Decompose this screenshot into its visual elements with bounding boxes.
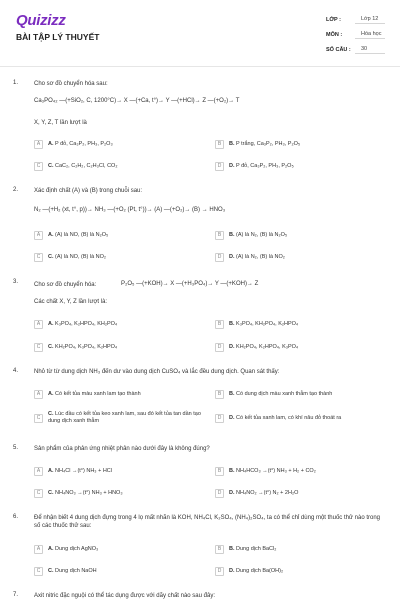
option-key: C.	[48, 489, 54, 496]
option-c[interactable]	[34, 486, 204, 500]
option-key: B.	[229, 390, 235, 397]
option-b[interactable]	[215, 387, 390, 401]
option-key: C.	[48, 253, 54, 260]
question-number: 2.	[13, 187, 19, 193]
question-text: Để nhận biết 4 dung dịch đựng trong 4 lọ mất nhãn là KOH, NH₄Cl, K₂SO₄, (NH₄)₂SO₄, ta có thể chỉ dùng một thuốc thử nào trong số các thuốc thử sau:	[34, 515, 380, 529]
option-key: B.	[229, 320, 235, 327]
option-text: KH₂PO₄, K₂HPO₄, K₃PO₄	[236, 343, 299, 350]
option-d[interactable]	[215, 340, 385, 354]
question-number: 3.	[13, 279, 19, 285]
document-title: BÀI TẬP LÝ THUYẾT	[16, 32, 100, 42]
option-key: C.	[48, 162, 54, 169]
option-a[interactable]	[34, 228, 184, 242]
question-formula: P₂O₅ —(+KOH)→ X —(+H₃PO₄)→ Y —(+KOH)→ Z	[121, 281, 259, 287]
option-text: Dung dịch AgNO₃	[55, 545, 99, 552]
subject-label: MÔN :	[326, 32, 343, 38]
question-formula: N₂ —(+H₂ (xt, t°, p))→ NH₃ —(+O₂ (Pt, t°))→ (A) —(+O₂)→ (B) → HNO₃	[34, 207, 226, 213]
option-letter: A	[34, 140, 43, 149]
option-letter: B	[215, 231, 224, 240]
option-key: A.	[48, 231, 54, 238]
option-letter: A	[34, 320, 43, 329]
option-text: Có kết tủa xanh lam, có khí nâu đỏ thoát ra	[236, 414, 342, 421]
option-d[interactable]	[215, 250, 385, 264]
option-key: C.	[48, 411, 54, 417]
option-d[interactable]	[215, 159, 385, 173]
option-key: D.	[229, 253, 235, 260]
option-text: Có kết tủa màu xanh lam tạo thành	[55, 390, 141, 397]
option-a[interactable]	[34, 387, 204, 401]
subject-value: Hóa học	[355, 30, 385, 39]
option-b[interactable]	[215, 228, 385, 242]
option-text: CaC₂, C₂H₂, C₂H₃Cl, CO₂	[55, 162, 118, 169]
question-number: 6.	[13, 514, 19, 520]
option-letter: C	[34, 414, 43, 423]
option-text: NH₄NO₃ →(t°) NH₃ + HNO₃	[55, 489, 123, 496]
option-letter: D	[215, 253, 224, 262]
option-letter: A	[34, 390, 43, 399]
question-number: 7.	[13, 592, 19, 598]
option-text: Có dung dịch màu xanh thẫm tạo thành	[236, 390, 333, 397]
option-letter: C	[34, 567, 43, 576]
question-text: Cho sơ đồ chuyển hóa:	[34, 282, 97, 288]
option-c[interactable]	[34, 564, 204, 578]
question-number: 1.	[13, 80, 19, 86]
option-text: Dung dịch NaOH	[55, 567, 97, 574]
option-letter: D	[215, 489, 224, 498]
option-letter: D	[215, 162, 224, 171]
option-text: NH₄Cl →(t°) NH₃ + HCl	[55, 467, 112, 474]
option-key: A.	[48, 140, 54, 147]
option-c[interactable]	[34, 159, 184, 173]
option-b[interactable]	[215, 542, 390, 556]
option-key: C.	[48, 343, 54, 350]
question-text: Xác định chất (A) và (B) trong chuỗi sau:	[34, 188, 143, 194]
option-text: KH₂PO₄, K₃PO₄, K₂HPO₄	[55, 343, 118, 350]
option-letter: D	[215, 414, 224, 423]
option-letter: A	[34, 467, 43, 476]
option-text: P đỏ, Ca₃P₂, PH₃, P₂O₅	[236, 162, 294, 169]
option-a[interactable]	[34, 464, 204, 478]
question-text: Sản phẩm của phản ứng nhiệt phân nào dưới đây là không đúng?	[34, 446, 210, 452]
option-text: NH₄HCO₃ →(t°) NH₃ + H₂ + CO₂	[236, 467, 316, 474]
question-text: Cho sơ đồ chuyển hóa sau:	[34, 81, 108, 87]
option-letter: D	[215, 343, 224, 352]
option-text: Lúc đầu có kết tủa keo xanh lam, sau đó kết tủa tan dần tạo dung dịch xanh thẫm	[48, 411, 201, 424]
option-letter: B	[215, 140, 224, 149]
option-b[interactable]	[215, 137, 385, 151]
option-text: (A) là N₂, (B) là N₂O₅	[236, 231, 288, 238]
option-text: Dung dịch BaCl₂	[236, 545, 277, 552]
option-key: A.	[48, 320, 54, 327]
option-text: (A) là NO, (B) là N₂O₅	[55, 231, 109, 238]
quizizz-logo: Quizizz	[16, 12, 66, 29]
option-key: C.	[48, 567, 54, 574]
option-letter: C	[34, 253, 43, 262]
question-text: Axit nitric đặc nguội có thể tác dụng được với dãy chất nào sau đây:	[34, 593, 215, 599]
option-text: P trắng, Ca₃P₂, PH₃, P₂O₅	[236, 140, 301, 147]
option-key: A.	[48, 467, 54, 474]
option-key: B.	[229, 467, 235, 474]
option-d[interactable]	[215, 411, 390, 425]
worksheet-header	[0, 0, 400, 64]
option-text: (A) là N₂, (B) là NO₂	[236, 253, 285, 260]
option-letter: C	[34, 489, 43, 498]
option-letter: C	[34, 343, 43, 352]
option-d[interactable]	[215, 564, 390, 578]
option-key: D.	[229, 414, 235, 421]
question-number: 4.	[13, 368, 19, 374]
option-text: Dung dịch Ba(OH)₂	[236, 567, 284, 574]
option-text: P đỏ, Ca₃P₂, PH₃, P₂O₃	[55, 140, 113, 147]
option-letter: C	[34, 162, 43, 171]
option-letter: B	[215, 320, 224, 329]
option-c[interactable]	[34, 250, 184, 264]
option-letter: A	[34, 545, 43, 554]
option-b[interactable]	[215, 464, 390, 478]
option-a[interactable]	[34, 137, 184, 151]
question-count-label: SỐ CÂU :	[326, 47, 351, 53]
option-b[interactable]	[215, 317, 385, 331]
option-key: A.	[48, 545, 54, 552]
option-text: (A) là NO, (B) là NO₂	[55, 253, 107, 260]
option-key: B.	[229, 231, 235, 238]
option-key: D.	[229, 162, 235, 169]
question-subtext: Các chất X, Y, Z lần lượt là:	[34, 299, 108, 305]
option-letter: B	[215, 390, 224, 399]
question-count-value: 30	[355, 45, 385, 54]
option-key: B.	[229, 545, 235, 552]
option-key: A.	[48, 390, 54, 397]
option-c[interactable]	[34, 408, 206, 428]
header-divider	[0, 66, 400, 67]
question-subtext: X, Y, Z, T lần lượt là	[34, 120, 87, 126]
option-key: B.	[229, 140, 235, 147]
option-text: K₃PO₄, K₂HPO₄, KH₂PO₄	[55, 320, 118, 327]
option-a[interactable]	[34, 317, 184, 331]
option-text: K₃PO₄, KH₂PO₄, K₂HPO₄	[236, 320, 299, 327]
grade-label: LỚP :	[326, 17, 341, 23]
option-a[interactable]	[34, 542, 204, 556]
option-text: NH₄NO₂ →(t°) N₂ + 2H₂O	[236, 489, 299, 496]
option-letter: D	[215, 567, 224, 576]
option-letter: B	[215, 467, 224, 476]
option-key: D.	[229, 343, 235, 350]
question-formula: Ca₃PO₄₂ —(+SiO₂, C, 1200°C)→ X —(+Ca, t°)→ Y —(+HCl)→ Z —(+O₂)→ T	[34, 98, 240, 104]
question-number: 5.	[13, 445, 19, 451]
grade-value: Lớp 12	[355, 15, 385, 24]
option-key: D.	[229, 489, 235, 496]
option-letter: B	[215, 545, 224, 554]
option-d[interactable]	[215, 486, 390, 500]
option-c[interactable]	[34, 340, 184, 354]
question-text: Nhỏ từ từ dung dịch NH₃ đến dư vào dung dịch CuSO₄ và lắc đều dung dịch. Quan sát thấy:	[34, 369, 280, 375]
option-letter: A	[34, 231, 43, 240]
option-key: D.	[229, 567, 235, 574]
